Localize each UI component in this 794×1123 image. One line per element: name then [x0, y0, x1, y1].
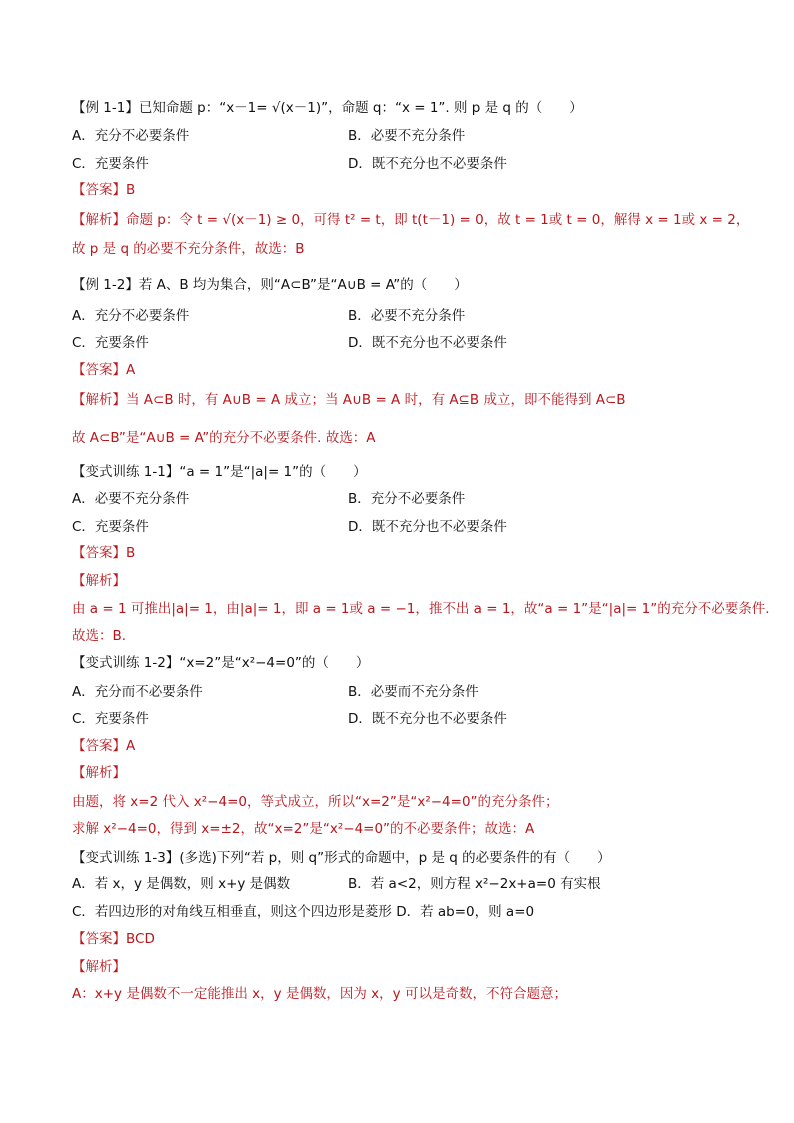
option-right: B．必要而不充分条件	[348, 684, 479, 700]
text-line: 【例 1-1】已知命题 p：“x－1= √(x－1)”，命题 q：“x = 1”. 则 p 是 q 的（ ）	[72, 100, 583, 116]
option-right: B．充分不必要条件	[348, 491, 466, 507]
text-line: 【答案】A	[72, 738, 136, 754]
text-line: A：x+y 是偶数不一定能推出 x，y 是偶数，因为 x，y 可以是奇数，不符合题意；	[72, 986, 567, 1002]
text-line: 【答案】BCD	[72, 931, 155, 947]
text-line: C．充要条件	[72, 156, 149, 172]
text-line: 故 A⊂B”是“A∪B = A”的充分不必要条件. 故选：A	[72, 430, 376, 446]
text-line: 【解析】命题 p：令 t = √(x－1) ≥ 0，可得 t² = t，即 t(t－1) = 0，故 t = 1或 t = 0，解得 x = 1或 x = 2，	[72, 212, 750, 228]
text-line: 【解析】	[72, 959, 126, 975]
text-line: A．必要不充分条件	[72, 491, 190, 507]
text-line: 故 p 是 q 的必要不充分条件，故选：B	[72, 241, 305, 257]
text-line: 【变式训练 1-1】“a = 1”是“|a|= 1”的（ ）	[72, 464, 367, 480]
option-right: D．既不充分也不必要条件	[348, 711, 507, 727]
text-line: C．充要条件	[72, 519, 149, 535]
text-line: 【例 1-2】若 A、B 均为集合，则“A⊂B”是“A∪B = A”的（ ）	[72, 277, 468, 293]
option-right: B．若 a<2，则方程 x²−2x+a=0 有实根	[348, 876, 601, 892]
option-right: D．既不充分也不必要条件	[348, 519, 507, 535]
text-line: 故选：B.	[72, 628, 127, 644]
text-line: A．若 x，y 是偶数，则 x+y 是偶数	[72, 876, 291, 892]
text-line: C．若四边形的对角线互相垂直，则这个四边形是菱形 D．若 ab=0，则 a=0	[72, 904, 535, 920]
text-line: 【变式训练 1-2】“x=2”是“x²−4=0”的（ ）	[72, 655, 370, 671]
text-line: 【答案】B	[72, 545, 136, 561]
text-line: C．充要条件	[72, 335, 149, 351]
text-line: A．充分而不必要条件	[72, 684, 203, 700]
text-line: A．充分不必要条件	[72, 128, 190, 144]
text-line: 由题，将 x=2 代入 x²−4=0，等式成立，所以“x=2”是“x²−4=0”的充分条件；	[72, 794, 559, 810]
text-line: 求解 x²−4=0，得到 x=±2，故“x=2”是“x²−4=0”的不必要条件；故选：A	[72, 821, 535, 837]
text-line: 【答案】B	[72, 182, 136, 198]
option-right: B．必要不充分条件	[348, 308, 466, 324]
text-line: 【变式训练 1-3】(多选)下列“若 p，则 q”形式的命题中，p 是 q 的必要条件的有（ ）	[72, 850, 611, 866]
option-right: D．既不充分也不必要条件	[348, 335, 507, 351]
option-right: B．必要不充分条件	[348, 128, 466, 144]
text-line: C．充要条件	[72, 711, 149, 727]
option-right: D．既不充分也不必要条件	[348, 156, 507, 172]
text-line: 【解析】	[72, 573, 126, 589]
text-line: 由 a = 1 可推出|a|= 1，由|a|= 1，即 a = 1或 a = −1，推不出 a = 1，故“a = 1”是“|a|= 1”的充分不必要条件.	[72, 601, 770, 617]
text-line: 【解析】	[72, 765, 126, 781]
text-line: 【答案】A	[72, 362, 136, 378]
text-line: 【解析】当 A⊂B 时，有 A∪B = A 成立；当 A∪B = A 时，有 A⊆B 成立，即不能得到 A⊂B	[72, 392, 626, 408]
text-line: A．充分不必要条件	[72, 308, 190, 324]
